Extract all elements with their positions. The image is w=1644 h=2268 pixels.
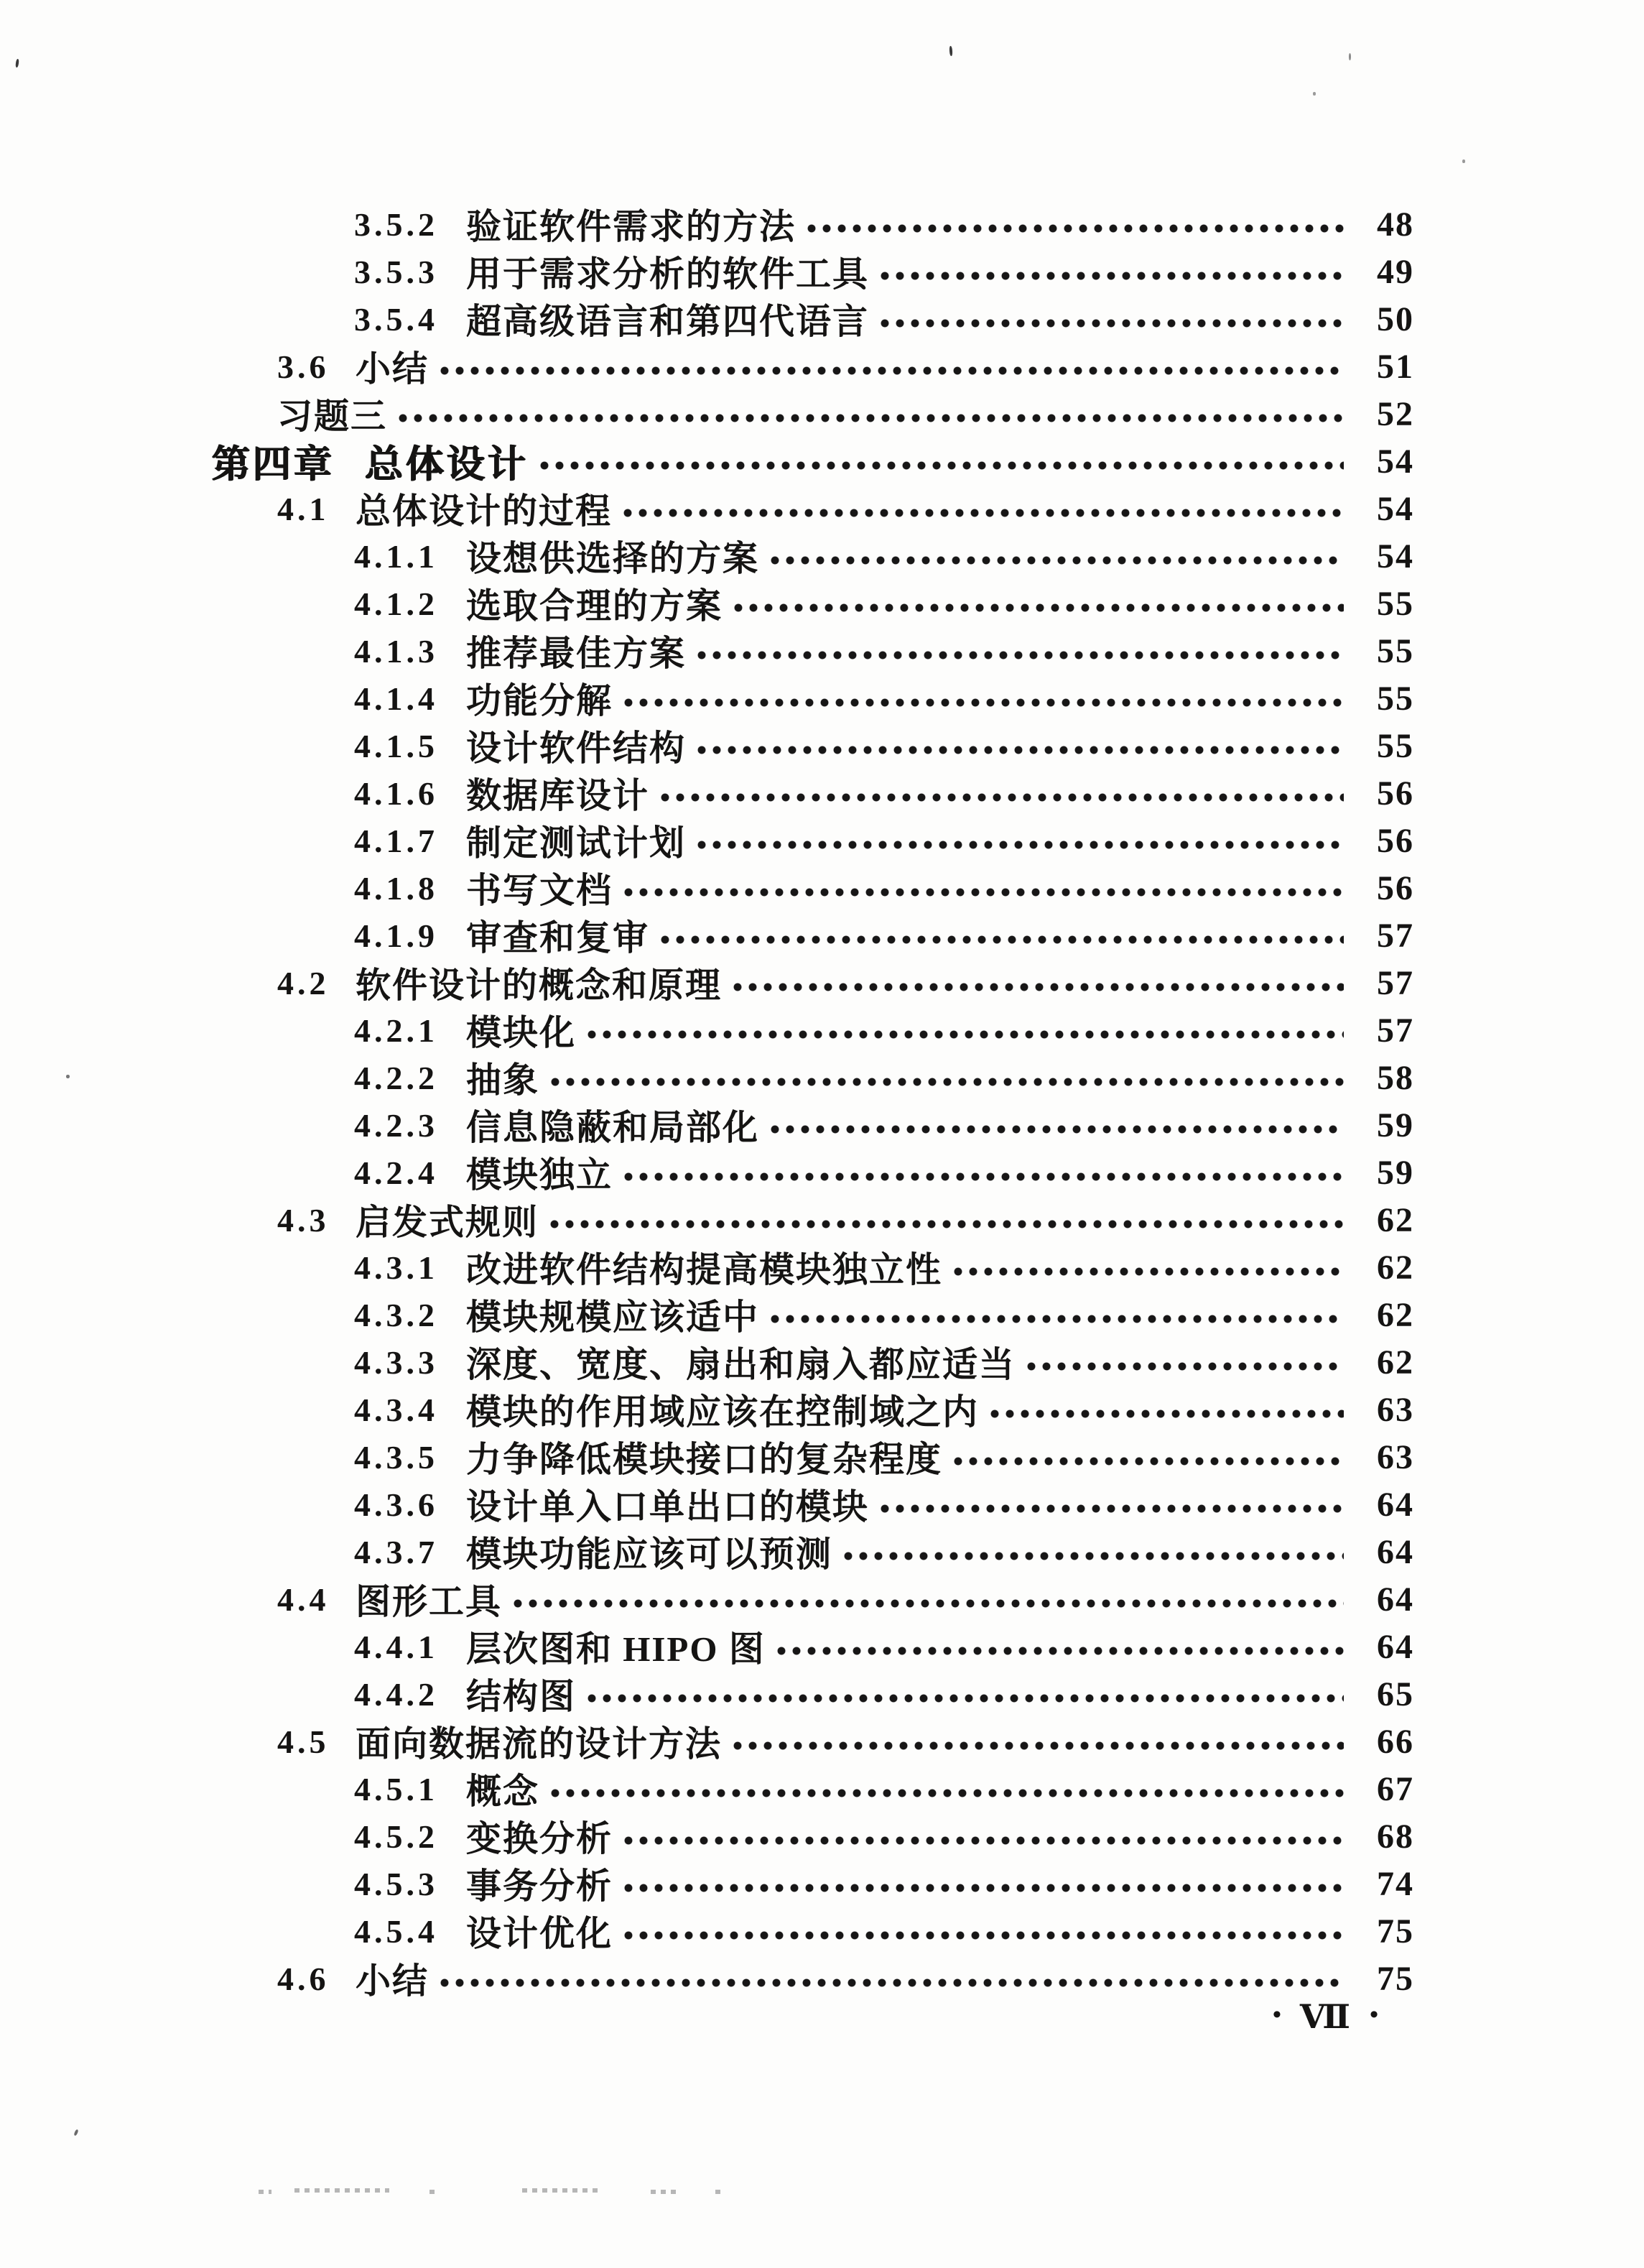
toc-entry-page: 67	[1377, 1769, 1414, 1808]
toc-entry-title: 小结	[356, 349, 429, 389]
toc-entry-page: 75	[1377, 1912, 1414, 1950]
scan-noise-band	[259, 2190, 271, 2194]
toc-entry-page: 54	[1377, 537, 1414, 575]
dot-leader	[621, 1928, 1344, 1943]
scan-noise-band	[715, 2190, 723, 2194]
toc-row	[0, 295, 1644, 343]
toc-entry-title: 事务分析	[466, 1866, 613, 1906]
dot-leader	[547, 1217, 1344, 1231]
toc-entry-number: 4.1.7	[354, 822, 438, 859]
toc-entry-page: 64	[1377, 1580, 1414, 1619]
toc-row	[0, 485, 1644, 532]
toc-entry-page: 65	[1377, 1675, 1414, 1713]
toc-entry-page: 64	[1377, 1485, 1414, 1524]
toc-row	[0, 1718, 1644, 1765]
toc-entry-number: 4.1.2	[354, 585, 438, 622]
toc-row	[0, 1575, 1644, 1623]
toc-entry-page: 57	[1377, 963, 1414, 1002]
toc-entry-number: 4.5.2	[354, 1818, 438, 1855]
toc-entry-number: 4.4	[277, 1580, 330, 1618]
dot-leader	[804, 221, 1344, 236]
scan-speck	[1313, 92, 1316, 96]
toc-row	[0, 769, 1644, 817]
toc-entry-number: 4.3.6	[354, 1486, 438, 1523]
scan-noise-band	[522, 2188, 603, 2193]
toc-entry-number: 4.2.1	[354, 1012, 438, 1049]
toc-row	[0, 1860, 1644, 1907]
dot-leader	[437, 364, 1344, 378]
toc-entry-title: 总体设计的过程	[356, 491, 613, 531]
dot-leader	[585, 1027, 1344, 1042]
toc-entry-number: 4.5.3	[354, 1865, 438, 1902]
toc-entry-title: 推荐最佳方案	[466, 634, 687, 673]
dot-leader	[768, 553, 1344, 568]
toc-row	[0, 580, 1644, 627]
scan-speck	[15, 59, 19, 68]
toc-row	[0, 1955, 1644, 2002]
toc-entry-title: 总体设计	[365, 444, 529, 486]
dot-leader	[1024, 1359, 1344, 1374]
toc-row	[0, 1907, 1644, 1955]
toc-entry-title: 设想供选择的方案	[466, 539, 760, 578]
toc-row	[0, 438, 1644, 485]
toc-entry-number: 3.5.2	[354, 205, 438, 243]
toc-row	[0, 1813, 1644, 1860]
toc-row	[0, 1196, 1644, 1244]
toc-row	[0, 722, 1644, 769]
toc-entry-number: 4.1.8	[354, 869, 438, 907]
dot-leader	[548, 1786, 1344, 1800]
dot-leader	[951, 1264, 1344, 1279]
toc-entry-title: 超高级语言和第四代语言	[466, 302, 870, 341]
toc-row	[0, 1338, 1644, 1386]
toc-row	[0, 912, 1644, 959]
toc-entry-number: 4.1.3	[354, 632, 438, 670]
toc-entry-number: 4.3.4	[354, 1391, 438, 1428]
toc-entry-number: 4.1.4	[354, 680, 438, 717]
toc-entry-number: 第四章	[212, 444, 335, 486]
toc-entry-number: 4.3.2	[354, 1296, 438, 1333]
toc-row	[0, 532, 1644, 580]
dot-leader	[730, 1739, 1344, 1753]
dot-leader	[548, 1075, 1344, 1089]
toc-row	[0, 1244, 1644, 1291]
toc-entry-number: 3.5.4	[354, 300, 438, 338]
toc-entry-number: 3.6	[277, 348, 330, 385]
toc-entry-title: 力争降低模块接口的复杂程度	[466, 1440, 943, 1479]
toc-entry-number: 4.2	[277, 964, 330, 1001]
toc-entry-page: 66	[1377, 1722, 1414, 1761]
dot-leader	[878, 316, 1344, 330]
dot-leader	[774, 1644, 1344, 1658]
footer-right-dot-icon: •	[1370, 2001, 1378, 2028]
toc-entry-title: 深度、宽度、扇出和扇入都应适当	[466, 1345, 1016, 1384]
scan-noise-band	[429, 2190, 435, 2194]
toc-entry-page: 55	[1377, 584, 1414, 623]
toc-row	[0, 1433, 1644, 1481]
toc-entry-title: 设计优化	[466, 1914, 613, 1953]
toc-entry-page: 75	[1377, 1959, 1414, 1998]
dot-leader	[695, 743, 1344, 757]
toc-entry-title: 模块独立	[466, 1155, 613, 1195]
toc-entry-page: 62	[1377, 1343, 1414, 1381]
footer-left-dot-icon: •	[1273, 2001, 1281, 2028]
toc-row	[0, 1149, 1644, 1196]
scan-speck	[1462, 159, 1465, 163]
toc-entry-title: 层次图和 HIPO 图	[466, 1629, 766, 1669]
toc-entry-title: 设计软件结构	[466, 728, 687, 768]
toc-entry-title: 习题三	[277, 397, 388, 436]
toc-row	[0, 627, 1644, 675]
scan-noise-band	[651, 2190, 681, 2194]
toc-row	[0, 1481, 1644, 1528]
toc-row	[0, 1291, 1644, 1338]
toc-entry-title: 小结	[356, 1961, 429, 2001]
toc-entry-page: 58	[1377, 1058, 1414, 1097]
toc-entry-page: 56	[1377, 774, 1414, 813]
toc-row	[0, 343, 1644, 390]
toc-entry-title: 模块规模应该适中	[466, 1297, 760, 1337]
toc-entry-page: 59	[1377, 1153, 1414, 1192]
toc-entry-page: 50	[1377, 300, 1414, 338]
dot-leader	[878, 1501, 1344, 1516]
toc-entry-title: 信息隐蔽和局部化	[466, 1108, 760, 1147]
toc-entry-page: 62	[1377, 1248, 1414, 1287]
toc-entry-page: 64	[1377, 1627, 1414, 1666]
dot-leader	[621, 885, 1344, 899]
dot-leader	[621, 506, 1344, 520]
toc-row	[0, 1054, 1644, 1101]
toc-entry-number: 4.2.3	[354, 1106, 438, 1144]
toc-entry-page: 62	[1377, 1295, 1414, 1334]
dot-leader	[396, 411, 1344, 425]
toc-entry-title: 模块功能应该可以预测	[466, 1535, 833, 1574]
toc-row	[0, 1623, 1644, 1670]
scan-noise-band	[294, 2188, 389, 2193]
toc-entry-page: 62	[1377, 1200, 1414, 1239]
toc-entry-page: 55	[1377, 679, 1414, 718]
toc-entry-number: 4.3.5	[354, 1438, 438, 1476]
toc-entry-title: 抽象	[466, 1060, 540, 1100]
toc-entry-page: 63	[1377, 1390, 1414, 1429]
toc-entry-title: 面向数据流的设计方法	[356, 1724, 723, 1764]
toc-row	[0, 1386, 1644, 1433]
toc-entry-page: 54	[1377, 489, 1414, 528]
dot-leader	[658, 932, 1344, 947]
dot-leader	[621, 1833, 1344, 1848]
toc-entry-page: 59	[1377, 1106, 1414, 1144]
dot-leader	[951, 1454, 1344, 1468]
toc-row	[0, 1528, 1644, 1575]
dot-leader	[768, 1122, 1344, 1137]
toc-entry-number: 4.2.4	[354, 1154, 438, 1191]
dot-leader	[731, 601, 1344, 615]
toc-entry-page: 64	[1377, 1532, 1414, 1571]
toc-entry-page: 74	[1377, 1864, 1414, 1903]
dot-leader	[695, 838, 1344, 852]
toc-entry-number: 3.5.3	[354, 253, 438, 290]
toc-entry-title: 图形工具	[356, 1582, 503, 1621]
toc-entry-number: 4.3.1	[354, 1249, 438, 1286]
page-footer	[1273, 1997, 1378, 2036]
scan-speck	[949, 46, 953, 56]
toc-entry-page: 57	[1377, 1011, 1414, 1050]
toc-row	[0, 675, 1644, 722]
scan-speck	[66, 1075, 70, 1078]
toc-entry-number: 4.1.6	[354, 774, 438, 812]
toc-entry-title: 选取合理的方案	[466, 586, 723, 626]
toc-row	[0, 959, 1644, 1006]
toc-entry-title: 验证软件需求的方法	[466, 207, 797, 246]
toc-entry-page: 63	[1377, 1438, 1414, 1476]
toc-entry-number: 4.5.1	[354, 1770, 438, 1808]
toc-entry-number: 4.1.9	[354, 917, 438, 954]
toc-entry-page: 56	[1377, 869, 1414, 907]
toc-entry-page: 52	[1377, 394, 1414, 433]
toc-row	[0, 200, 1644, 248]
scan-speck	[73, 2129, 78, 2137]
dot-leader	[768, 1312, 1344, 1326]
toc-entry-title: 审查和复审	[466, 918, 650, 958]
toc-entry-number: 4.3	[277, 1201, 330, 1239]
toc-entry-page: 54	[1377, 442, 1414, 481]
toc-row	[0, 1765, 1644, 1813]
toc-entry-number: 4.6	[277, 1960, 330, 1997]
toc-entry-number: 4.5	[277, 1723, 330, 1760]
toc-entry-number: 4.1	[277, 490, 330, 527]
dot-leader	[621, 1170, 1344, 1184]
toc-entry-title: 结构图	[466, 1677, 577, 1716]
toc-row	[0, 1006, 1644, 1054]
toc-entry-page: 56	[1377, 821, 1414, 860]
toc-entry-title: 概念	[466, 1772, 540, 1811]
dot-leader	[437, 1976, 1344, 1990]
toc-entry-title: 设计单入口单出口的模块	[466, 1487, 870, 1527]
toc-entry-title: 制定测试计划	[466, 823, 687, 863]
toc-entry-page: 55	[1377, 726, 1414, 765]
toc-entry-title: 功能分解	[466, 681, 613, 721]
toc-entry-title: 启发式规则	[356, 1203, 539, 1242]
toc-entry-title: 改进软件结构提高模块独立性	[466, 1250, 943, 1290]
dot-leader	[695, 648, 1344, 662]
toc-row	[0, 390, 1644, 438]
footer-page-number: Ⅶ	[1299, 1999, 1352, 2035]
toc-entry-title: 变换分析	[466, 1819, 613, 1859]
toc-entry-number: 4.4.2	[354, 1675, 438, 1713]
toc-row	[0, 864, 1644, 912]
toc-entry-title: 模块化	[466, 1013, 577, 1052]
dot-leader	[841, 1549, 1344, 1563]
dot-leader	[658, 790, 1344, 805]
toc-entry-number: 4.3.3	[354, 1343, 438, 1381]
dot-leader	[988, 1407, 1344, 1421]
toc-entry-page: 51	[1377, 347, 1414, 386]
dot-leader	[537, 458, 1344, 473]
dot-leader	[730, 980, 1344, 994]
toc-entry-number: 4.4.1	[354, 1628, 438, 1665]
toc-entry-number: 4.1.5	[354, 727, 438, 764]
toc-entry-page: 55	[1377, 631, 1414, 670]
toc-entry-title: 数据库设计	[466, 776, 650, 815]
toc-entry-page: 57	[1377, 916, 1414, 955]
toc-row	[0, 1101, 1644, 1149]
toc-entry-page: 49	[1377, 252, 1414, 291]
toc-entry-page: 48	[1377, 205, 1414, 244]
dot-leader	[511, 1596, 1344, 1611]
toc-entry-title: 软件设计的概念和原理	[356, 966, 723, 1005]
toc-row	[0, 1670, 1644, 1718]
toc-row	[0, 817, 1644, 864]
toc-row	[0, 248, 1644, 295]
toc-entry-title: 书写文档	[466, 871, 613, 910]
toc-entry-number: 4.2.2	[354, 1059, 438, 1096]
dot-leader	[585, 1691, 1344, 1705]
dot-leader	[621, 1881, 1344, 1895]
toc-entry-number: 4.3.7	[354, 1533, 438, 1570]
toc-list	[0, 200, 1644, 2002]
dot-leader	[621, 695, 1344, 710]
toc-entry-title: 用于需求分析的软件工具	[466, 254, 870, 294]
toc-entry-page: 68	[1377, 1817, 1414, 1856]
scan-speck	[1349, 53, 1351, 60]
dot-leader	[878, 269, 1344, 283]
toc-entry-number: 4.1.1	[354, 537, 438, 575]
toc-entry-number: 4.5.4	[354, 1912, 438, 1950]
toc-entry-title: 模块的作用域应该在控制域之内	[466, 1392, 980, 1432]
